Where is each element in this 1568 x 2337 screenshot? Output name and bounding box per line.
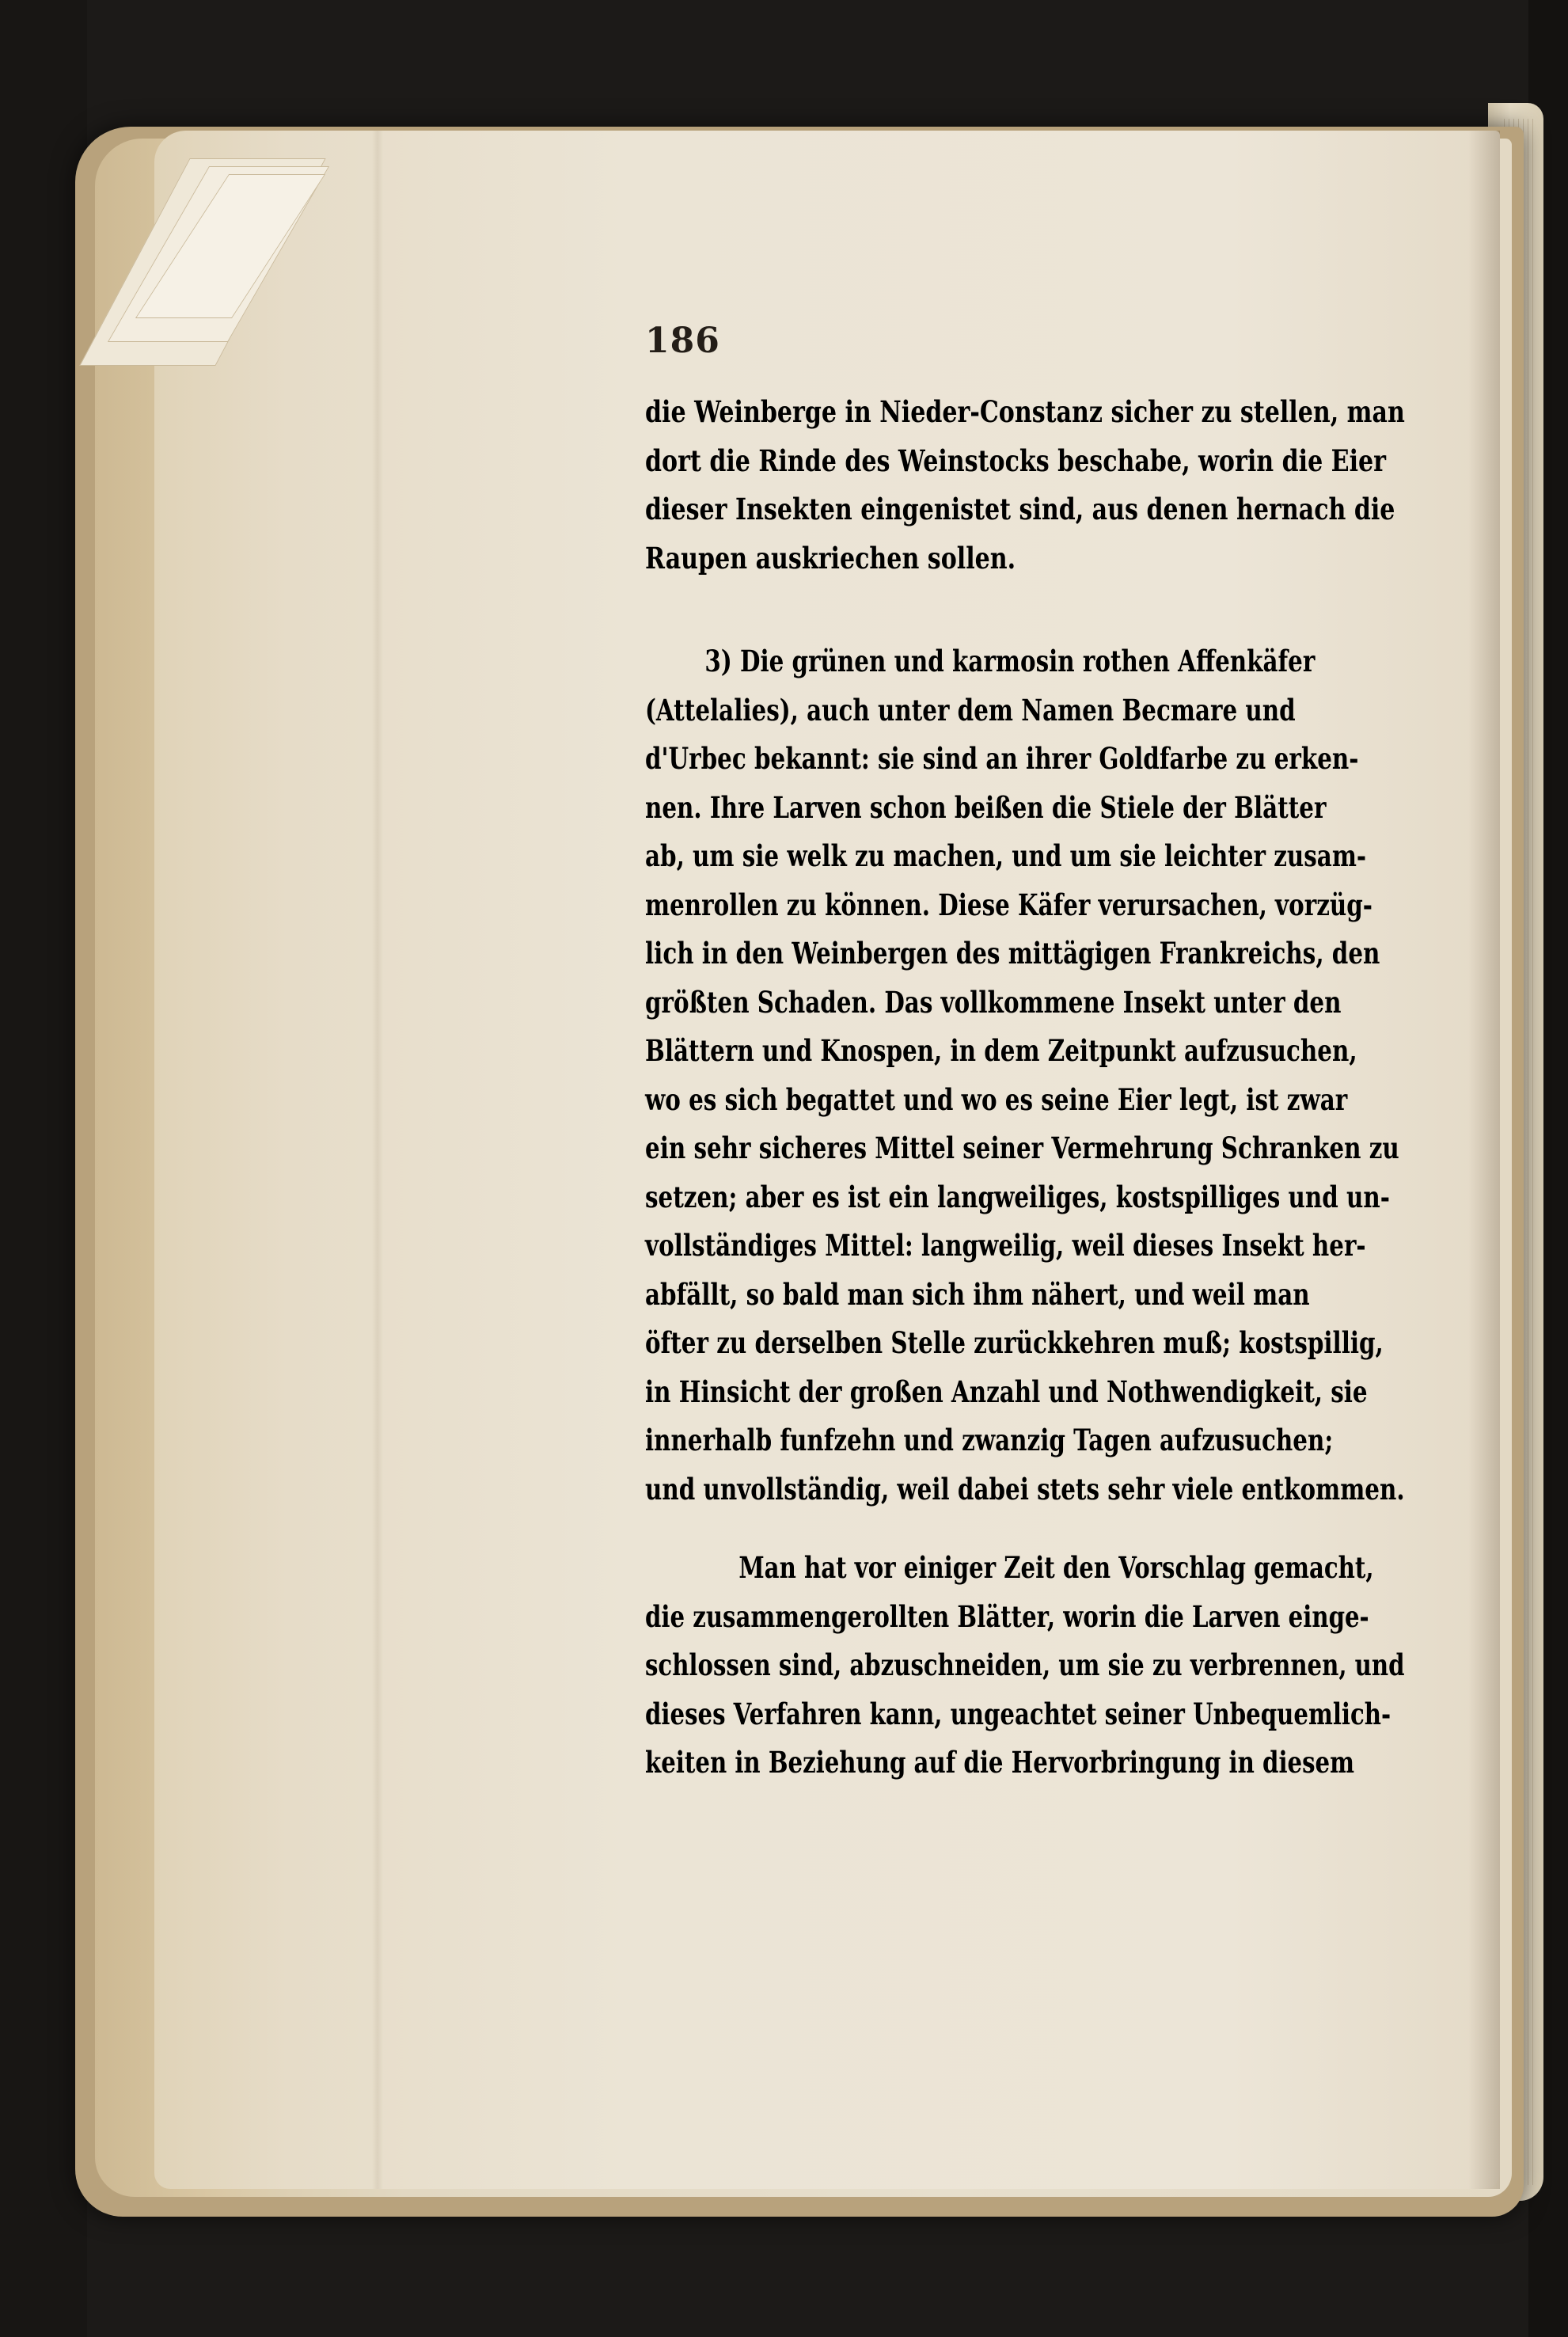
text-line: dort die Rinde des Weinstocks beschabe, worin die Eier [645, 443, 1387, 478]
text-line: innerhalb funfzehn und zwanzig Tagen aufzusuchen; [645, 1423, 1334, 1457]
text-line: d'Urbec bekannt: sie sind an ihrer Goldfarbe zu erken- [645, 741, 1359, 776]
page-number: 186 [645, 321, 720, 361]
text-line: Blättern und Knospen, in dem Zeitpunkt aufzusuchen, [645, 1033, 1357, 1068]
text-line: setzen; aber es ist ein langweiliges, kostspilliges und un- [645, 1179, 1390, 1214]
text-line: öfter zu derselben Stelle zurückkehren muß; kostspillig, [645, 1325, 1384, 1360]
text-line: abfällt, so bald man sich ihm nähert, und weil man [645, 1276, 1310, 1312]
text-line: keiten in Beziehung auf die Hervorbringung in diesem [645, 1745, 1355, 1780]
text-line: vollständiges Mittel: langweilig, weil dieses Insekt her- [645, 1228, 1366, 1263]
text-line: die Weinberge in Nieder-Constanz sicher zu stellen, man [645, 394, 1405, 429]
text-line: schlossen sind, abzuschneiden, um sie zu verbrennen, und [645, 1647, 1405, 1682]
paragraph-3 [645, 1544, 1568, 1788]
text-line: Raupen auskriechen sollen. [645, 540, 1016, 576]
text-line: ab, um sie welk zu machen, und um sie leichter zusam- [645, 838, 1367, 873]
text-line: menrollen zu können. Diese Käfer verursachen, vorzüg- [645, 887, 1372, 922]
page-crease [372, 131, 383, 2189]
text-line: Man hat vor einiger Zeit den Vorschlag gemacht, [738, 1550, 1374, 1585]
text-line: wo es sich begattet und wo es seine Eier legt, ist zwar [645, 1081, 1348, 1117]
text-line: dieses Verfahren kann, ungeachtet seiner Unbequemlich- [645, 1696, 1391, 1731]
text-line: (Attelalies), auch unter dem Namen Becmare und [645, 692, 1296, 728]
text-line: die zusammengerollten Blätter, worin die Larven einge- [645, 1598, 1369, 1634]
text-line: 3) Die grünen und karmosin rothen Affenkäfer [704, 644, 1316, 678]
paragraph-2 [645, 637, 1568, 1514]
text-line: in Hinsicht der großen Anzahl und Nothwendigkeit, sie [645, 1374, 1368, 1409]
text-line: größten Schaden. Das vollkommene Insekt unter den [645, 984, 1342, 1020]
text-line: dieser Insekten eingenistet sind, aus denen hernach die [645, 492, 1395, 526]
backdrop-left [0, 0, 87, 2337]
text-line: nen. Ihre Larven schon beißen die Stiele der Blätter [645, 789, 1327, 825]
text-line: lich in den Weinbergen des mittägigen Frankreichs, den [645, 936, 1380, 971]
text-line: ein sehr sicheres Mittel seiner Vermehrung Schranken zu [645, 1130, 1399, 1165]
paragraph-1 [645, 388, 1568, 583]
text-line: und unvollständig, weil dabei stets sehr viele entkommen. [645, 1471, 1405, 1507]
